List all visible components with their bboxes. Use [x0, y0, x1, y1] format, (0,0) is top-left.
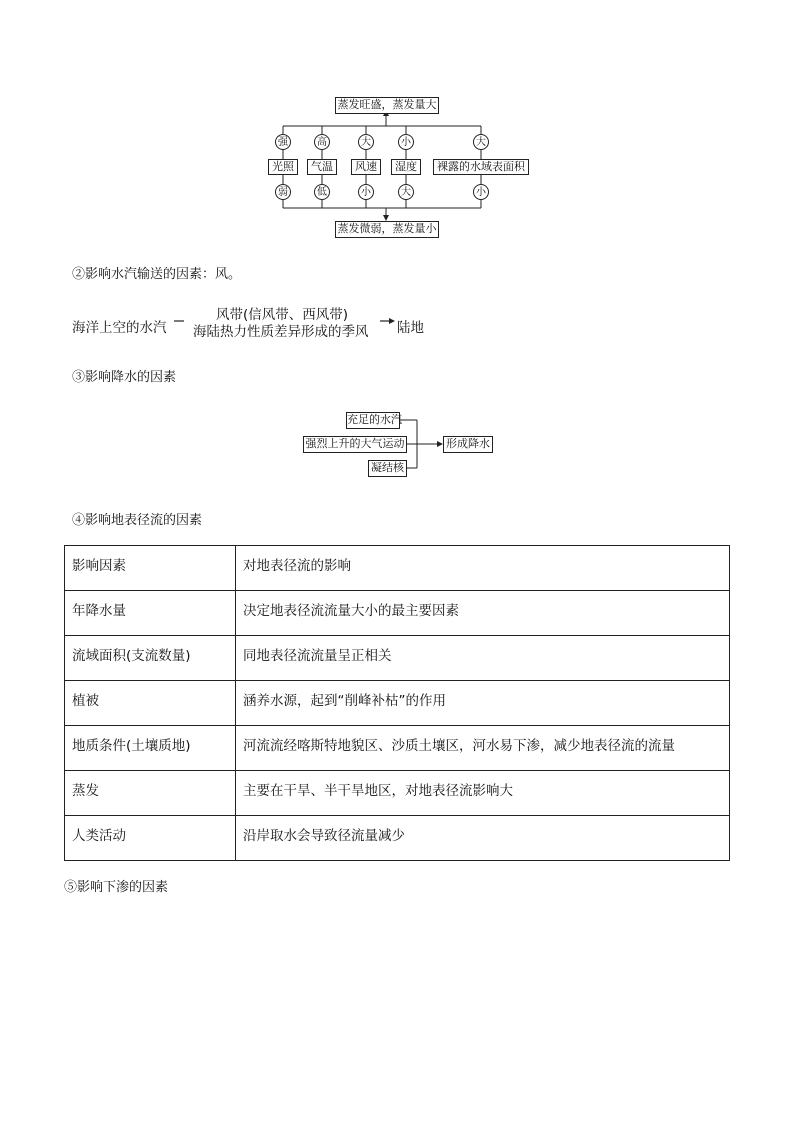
factor-high-humidity: 小	[398, 134, 414, 150]
section4-heading: ④影响地表径流的因素	[72, 513, 203, 528]
table-row	[65, 726, 730, 771]
table-row	[65, 771, 730, 816]
factor-humidity: 湿度	[391, 159, 421, 175]
evaporation-connectors	[0, 0, 794, 250]
factor-water-surface-area: 裸露的水域表面积	[433, 159, 529, 175]
table-cell-effect: 主要在干旱、半干旱地区，对地表径流影响大	[236, 771, 730, 816]
formula-source: 海洋上空的水汽	[72, 320, 167, 336]
factor-wind-speed: 风速	[351, 159, 381, 175]
table-cell-effect: 沿岸取水会导致径流量减少	[236, 816, 730, 861]
formula-arrow-top: 风带(信风带、西风带)	[216, 307, 349, 323]
factor-high-wind: 大	[358, 134, 374, 150]
factor-light: 光照	[268, 159, 298, 175]
factor-low-humidity: 大	[398, 184, 414, 200]
condition-water-vapor: 充足的水汽	[346, 412, 400, 429]
table-cell-factor: 植被	[65, 681, 236, 726]
formula-arrow	[170, 310, 400, 330]
result-precipitation: 形成降水	[443, 436, 493, 453]
formula-arrow-bottom: 海陆热力性质差异形成的季风	[193, 324, 369, 340]
table-cell-factor: 年降水量	[65, 591, 236, 636]
table-row	[65, 816, 730, 861]
factor-temperature: 气温	[307, 159, 337, 175]
factor-low-area: 小	[473, 184, 489, 200]
table-cell-effect: 涵养水源，起到“削峰补枯”的作用	[236, 681, 730, 726]
condition-condensation-nuclei: 凝结核	[368, 460, 407, 477]
factor-low-wind: 小	[358, 184, 374, 200]
formula-target: 陆地	[397, 320, 424, 336]
section3-heading: ③影响降水的因素	[72, 370, 177, 385]
factor-low-temperature: 低	[314, 184, 330, 200]
table-header-effect: 对地表径流的影响	[236, 546, 730, 591]
table-cell-effect: 决定地表径流流量大小的最主要因素	[236, 591, 730, 636]
table-cell-factor: 流域面积(支流数量)	[65, 636, 236, 681]
table-cell-factor: 人类活动	[65, 816, 236, 861]
factor-low-light: 弱	[275, 184, 291, 200]
factor-high-light: 强	[275, 134, 291, 150]
condition-rising-air: 强烈上升的大气运动	[303, 436, 407, 453]
table-cell-factor: 蒸发	[65, 771, 236, 816]
top-result-box: 蒸发旺盛，蒸发量大	[335, 97, 439, 114]
table-row	[65, 636, 730, 681]
table-row	[65, 591, 730, 636]
table-header-factor: 影响因素	[65, 546, 236, 591]
table-header-row	[65, 546, 730, 591]
factor-high-area: 大	[473, 134, 489, 150]
section2-heading: ②影响水汽输送的因素：风。	[72, 267, 242, 282]
factor-high-temperature: 高	[314, 134, 330, 150]
bottom-result-box: 蒸发微弱，蒸发量小	[335, 221, 439, 238]
section5-heading: ⑤影响下渗的因素	[64, 880, 169, 895]
table-cell-effect: 河流流经喀斯特地貌区、沙质土壤区，河水易下渗，减少地表径流的流量	[236, 726, 730, 771]
table-cell-factor: 地质条件(土壤质地)	[65, 726, 236, 771]
runoff-factors-table	[64, 545, 730, 861]
table-cell-effect: 同地表径流流量呈正相关	[236, 636, 730, 681]
table-row	[65, 681, 730, 726]
